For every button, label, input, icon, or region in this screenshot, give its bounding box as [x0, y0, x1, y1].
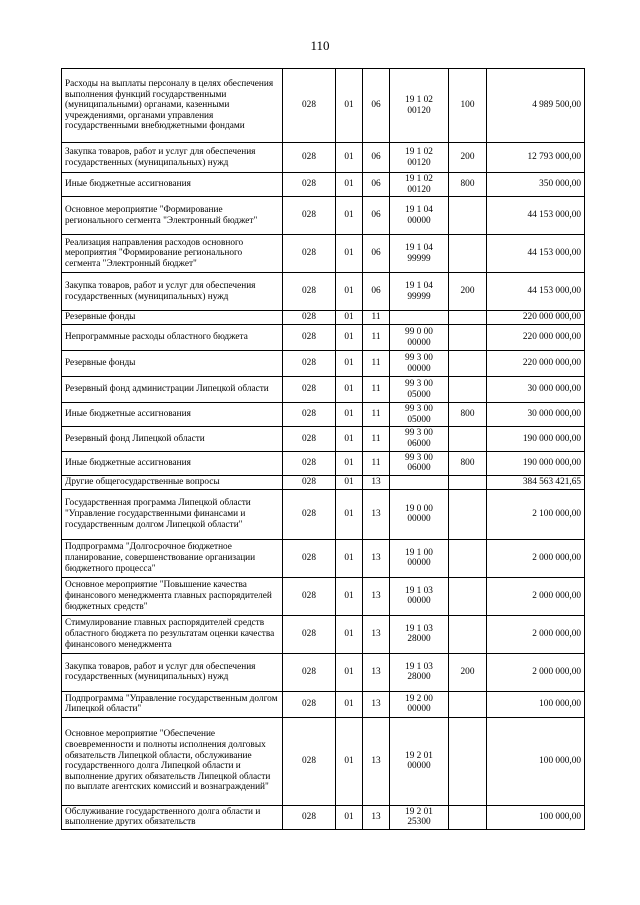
table-row: [62, 273, 585, 311]
expense-type-cell: 800: [449, 403, 487, 427]
ministry-code-cell: 028: [283, 377, 336, 403]
row-name-cell: Стимулирование главных распорядителей средств областного бюджета по результатам оценки качества финансового менеджмента: [62, 615, 283, 653]
subsection-code-cell: 11: [363, 351, 390, 377]
table-row: [62, 427, 585, 451]
expense-type-cell: [449, 489, 487, 539]
subsection-code-cell: 13: [363, 475, 390, 489]
table-row: [62, 69, 585, 143]
expense-type-cell: [449, 377, 487, 403]
page-number: 110: [310, 38, 330, 53]
target-article-cell: 19 1 00 00000: [390, 539, 449, 577]
target-article-cell: 99 0 00 00000: [390, 325, 449, 351]
amount-cell: 220 000 000,00: [487, 351, 585, 377]
amount-cell: 2 000 000,00: [487, 577, 585, 615]
target-article-cell: 19 1 03 28000: [390, 653, 449, 691]
table-row: [62, 691, 585, 717]
subsection-code-cell: 06: [363, 235, 390, 273]
section-code-cell: 01: [336, 577, 363, 615]
expense-type-cell: [449, 235, 487, 273]
table-row: [62, 539, 585, 577]
table-row: [62, 325, 585, 351]
ministry-code-cell: 028: [283, 577, 336, 615]
subsection-code-cell: 06: [363, 143, 390, 173]
target-article-cell: 19 0 00 00000: [390, 489, 449, 539]
subsection-code-cell: 13: [363, 653, 390, 691]
expense-type-cell: 100: [449, 69, 487, 143]
target-article-cell: 19 2 01 25300: [390, 805, 449, 829]
budget-table: [61, 68, 585, 830]
ministry-code-cell: 028: [283, 427, 336, 451]
ministry-code-cell: 028: [283, 805, 336, 829]
target-article-cell: 19 2 01 00000: [390, 717, 449, 805]
section-code-cell: 01: [336, 451, 363, 475]
amount-cell: 100 000,00: [487, 717, 585, 805]
expense-type-cell: [449, 539, 487, 577]
amount-cell: 350 000,00: [487, 173, 585, 197]
section-code-cell: 01: [336, 653, 363, 691]
expense-type-cell: [449, 197, 487, 235]
target-article-cell: 19 1 04 00000: [390, 197, 449, 235]
amount-cell: 30 000 000,00: [487, 377, 585, 403]
section-code-cell: 01: [336, 173, 363, 197]
amount-cell: 12 793 000,00: [487, 143, 585, 173]
table-row: [62, 173, 585, 197]
subsection-code-cell: 13: [363, 577, 390, 615]
section-code-cell: 01: [336, 403, 363, 427]
target-article-cell: 99 3 00 05000: [390, 377, 449, 403]
row-name-cell: Иные бюджетные ассигнования: [62, 451, 283, 475]
subsection-code-cell: 13: [363, 489, 390, 539]
expense-type-cell: [449, 351, 487, 377]
subsection-code-cell: 11: [363, 377, 390, 403]
expense-type-cell: [449, 805, 487, 829]
table-body: [62, 69, 585, 830]
section-code-cell: 01: [336, 197, 363, 235]
section-code-cell: 01: [336, 717, 363, 805]
expense-type-cell: [449, 717, 487, 805]
row-name-cell: Основное мероприятие "Обеспечение своевременности и полноты исполнения долговых обязательств Липецкой области, обслуживание государственного долга Липецкой области и выполнение других обязательств Липецкой области по выплате агентских комиссий и вознаграждений": [62, 717, 283, 805]
ministry-code-cell: 028: [283, 69, 336, 143]
ministry-code-cell: 028: [283, 475, 336, 489]
row-name-cell: Основное мероприятие "Повышение качества финансового менеджмента главных распорядителей бюджетных средств": [62, 577, 283, 615]
row-name-cell: Закупка товаров, работ и услуг для обеспечения государственных (муниципальных) нужд: [62, 653, 283, 691]
table-row: [62, 197, 585, 235]
table-row: [62, 577, 585, 615]
expense-type-cell: [449, 427, 487, 451]
subsection-code-cell: 11: [363, 427, 390, 451]
row-name-cell: Иные бюджетные ассигнования: [62, 403, 283, 427]
target-article-cell: 19 1 02 00120: [390, 143, 449, 173]
row-name-cell: Основное мероприятие "Формирование регионального сегмента "Электронный бюджет": [62, 197, 283, 235]
expense-type-cell: 200: [449, 273, 487, 311]
subsection-code-cell: 11: [363, 325, 390, 351]
target-article-cell: 19 2 00 00000: [390, 691, 449, 717]
table-row: [62, 475, 585, 489]
ministry-code-cell: 028: [283, 489, 336, 539]
row-name-cell: Другие общегосударственные вопросы: [62, 475, 283, 489]
table-row: [62, 451, 585, 475]
expense-type-cell: [449, 475, 487, 489]
table-row: [62, 403, 585, 427]
row-name-cell: Резервный фонд Липецкой области: [62, 427, 283, 451]
table-row: [62, 489, 585, 539]
table-row: [62, 143, 585, 173]
amount-cell: 2 000 000,00: [487, 539, 585, 577]
target-article-cell: [390, 311, 449, 325]
amount-cell: 220 000 000,00: [487, 311, 585, 325]
ministry-code-cell: 028: [283, 717, 336, 805]
amount-cell: 2 000 000,00: [487, 615, 585, 653]
section-code-cell: 01: [336, 691, 363, 717]
table-row: [62, 653, 585, 691]
table-row: [62, 805, 585, 829]
ministry-code-cell: 028: [283, 197, 336, 235]
amount-cell: 190 000 000,00: [487, 427, 585, 451]
section-code-cell: 01: [336, 235, 363, 273]
target-article-cell: 19 1 02 00120: [390, 173, 449, 197]
ministry-code-cell: 028: [283, 235, 336, 273]
row-name-cell: Иные бюджетные ассигнования: [62, 173, 283, 197]
section-code-cell: 01: [336, 351, 363, 377]
table-row: [62, 615, 585, 653]
target-article-cell: 99 3 00 06000: [390, 427, 449, 451]
expense-type-cell: 800: [449, 173, 487, 197]
target-article-cell: 19 1 04 99999: [390, 273, 449, 311]
subsection-code-cell: 13: [363, 615, 390, 653]
amount-cell: 2 000 000,00: [487, 653, 585, 691]
amount-cell: 44 153 000,00: [487, 273, 585, 311]
subsection-code-cell: 06: [363, 197, 390, 235]
row-name-cell: Резервный фонд администрации Липецкой области: [62, 377, 283, 403]
subsection-code-cell: 13: [363, 717, 390, 805]
expense-type-cell: [449, 615, 487, 653]
subsection-code-cell: 06: [363, 69, 390, 143]
subsection-code-cell: 13: [363, 691, 390, 717]
expense-type-cell: 800: [449, 451, 487, 475]
section-code-cell: 01: [336, 311, 363, 325]
ministry-code-cell: 028: [283, 173, 336, 197]
target-article-cell: 19 1 02 00120: [390, 69, 449, 143]
section-code-cell: 01: [336, 805, 363, 829]
row-name-cell: Закупка товаров, работ и услуг для обеспечения государственных (муниципальных) нужд: [62, 143, 283, 173]
subsection-code-cell: 13: [363, 805, 390, 829]
expense-type-cell: [449, 691, 487, 717]
expense-type-cell: [449, 311, 487, 325]
ministry-code-cell: 028: [283, 653, 336, 691]
ministry-code-cell: 028: [283, 451, 336, 475]
target-article-cell: [390, 475, 449, 489]
ministry-code-cell: 028: [283, 403, 336, 427]
amount-cell: 4 989 500,00: [487, 69, 585, 143]
table-row: [62, 351, 585, 377]
table-row: [62, 311, 585, 325]
amount-cell: 100 000,00: [487, 691, 585, 717]
table-row: [62, 377, 585, 403]
expense-type-cell: [449, 577, 487, 615]
section-code-cell: 01: [336, 427, 363, 451]
expense-type-cell: [449, 325, 487, 351]
row-name-cell: Обслуживание государственного долга области и выполнение других обязательств: [62, 805, 283, 829]
amount-cell: 190 000 000,00: [487, 451, 585, 475]
subsection-code-cell: 11: [363, 403, 390, 427]
subsection-code-cell: 06: [363, 273, 390, 311]
ministry-code-cell: 028: [283, 615, 336, 653]
section-code-cell: 01: [336, 69, 363, 143]
row-name-cell: Закупка товаров, работ и услуг для обеспечения государственных (муниципальных) нужд: [62, 273, 283, 311]
target-article-cell: 99 3 00 05000: [390, 403, 449, 427]
section-code-cell: 01: [336, 325, 363, 351]
subsection-code-cell: 11: [363, 451, 390, 475]
section-code-cell: 01: [336, 475, 363, 489]
row-name-cell: Государственная программа Липецкой области "Управление государственными финансами и государственным долгом Липецкой области": [62, 489, 283, 539]
amount-cell: 30 000 000,00: [487, 403, 585, 427]
row-name-cell: Расходы на выплаты персоналу в целях обеспечения выполнения функций государственными (муниципальными) органами, казенными учреждениями, органами управления государственными внебюджетными фондами: [62, 69, 283, 143]
ministry-code-cell: 028: [283, 143, 336, 173]
target-article-cell: 99 3 00 00000: [390, 351, 449, 377]
row-name-cell: Резервные фонды: [62, 351, 283, 377]
section-code-cell: 01: [336, 377, 363, 403]
target-article-cell: 19 1 04 99999: [390, 235, 449, 273]
section-code-cell: 01: [336, 143, 363, 173]
amount-cell: 384 563 421,65: [487, 475, 585, 489]
ministry-code-cell: 028: [283, 351, 336, 377]
row-name-cell: Реализация направления расходов основного мероприятия "Формирование регионального сегмента "Электронный бюджет": [62, 235, 283, 273]
ministry-code-cell: 028: [283, 325, 336, 351]
target-article-cell: 19 1 03 28000: [390, 615, 449, 653]
row-name-cell: Резервные фонды: [62, 311, 283, 325]
amount-cell: 220 000 000,00: [487, 325, 585, 351]
amount-cell: 2 100 000,00: [487, 489, 585, 539]
ministry-code-cell: 028: [283, 539, 336, 577]
amount-cell: 100 000,00: [487, 805, 585, 829]
ministry-code-cell: 028: [283, 311, 336, 325]
subsection-code-cell: 06: [363, 173, 390, 197]
amount-cell: 44 153 000,00: [487, 235, 585, 273]
row-name-cell: Подпрограмма "Управление государственным долгом Липецкой области": [62, 691, 283, 717]
amount-cell: 44 153 000,00: [487, 197, 585, 235]
section-code-cell: 01: [336, 539, 363, 577]
table-row: [62, 717, 585, 805]
section-code-cell: 01: [336, 273, 363, 311]
row-name-cell: Непрограммные расходы областного бюджета: [62, 325, 283, 351]
target-article-cell: 99 3 00 06000: [390, 451, 449, 475]
target-article-cell: 19 1 03 00000: [390, 577, 449, 615]
row-name-cell: Подпрограмма "Долгосрочное бюджетное планирование, совершенствование организации бюджетного процесса": [62, 539, 283, 577]
section-code-cell: 01: [336, 615, 363, 653]
expense-type-cell: 200: [449, 653, 487, 691]
subsection-code-cell: 13: [363, 539, 390, 577]
subsection-code-cell: 11: [363, 311, 390, 325]
ministry-code-cell: 028: [283, 691, 336, 717]
ministry-code-cell: 028: [283, 273, 336, 311]
expense-type-cell: 200: [449, 143, 487, 173]
section-code-cell: 01: [336, 489, 363, 539]
table-row: [62, 235, 585, 273]
